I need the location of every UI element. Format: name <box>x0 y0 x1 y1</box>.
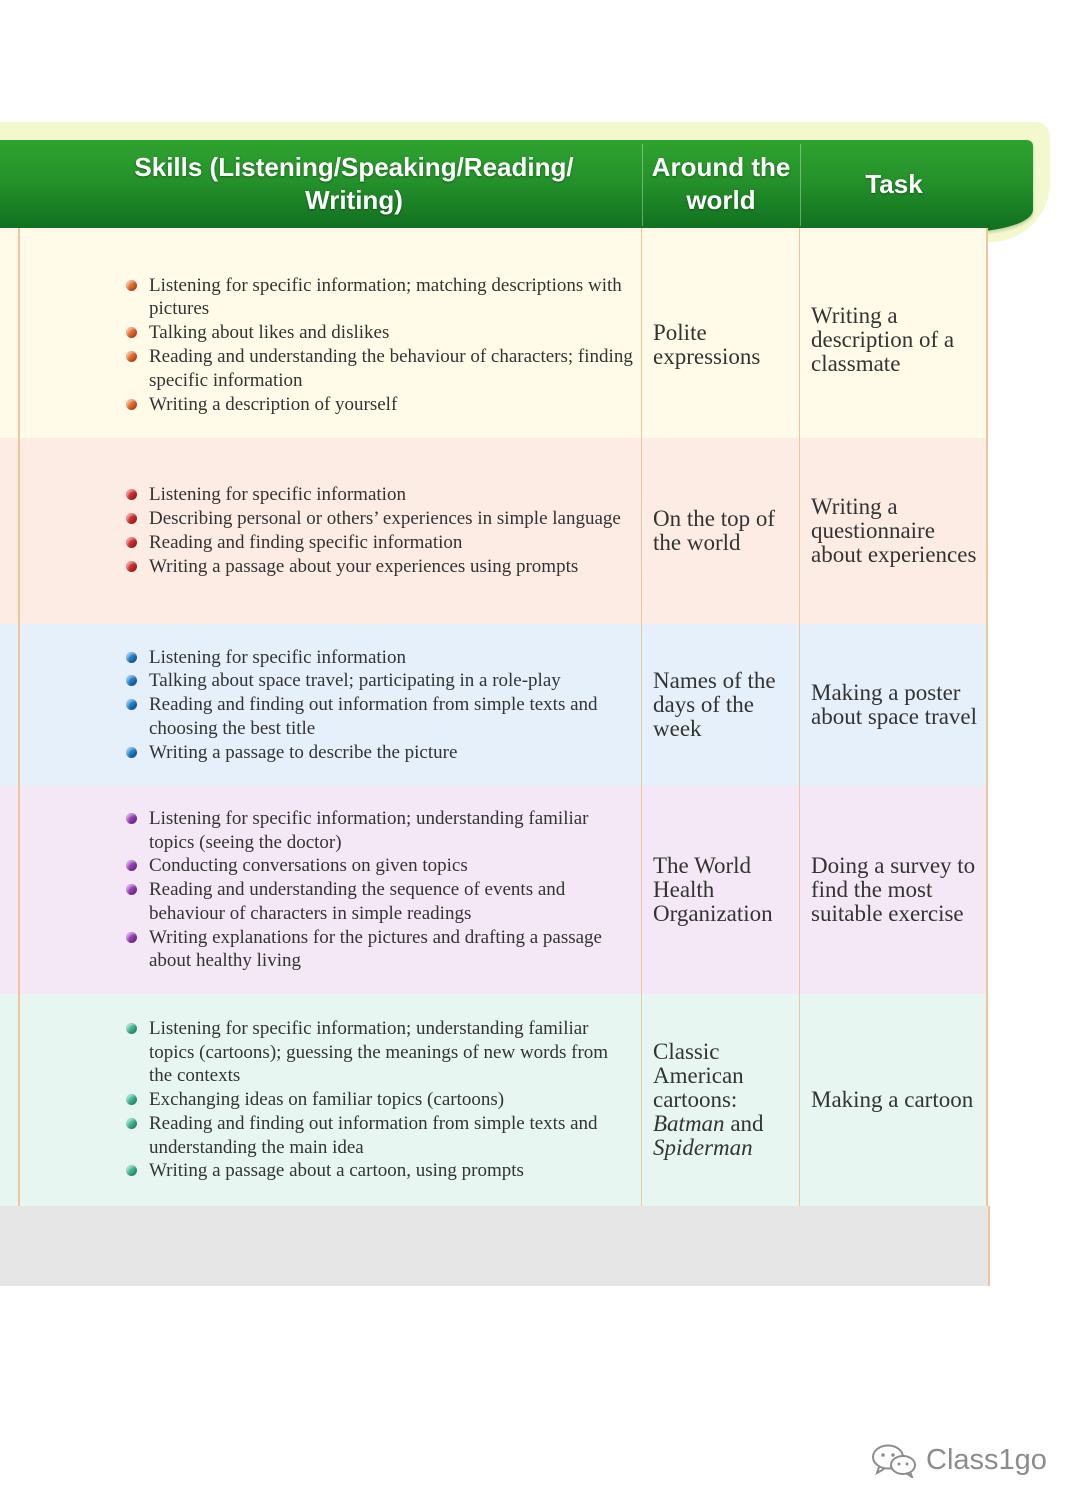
around-the-world-cell <box>642 624 800 786</box>
around-line: American <box>653 1063 744 1088</box>
skill-item <box>124 926 633 974</box>
row-margin <box>0 228 18 438</box>
skill-item <box>124 854 633 878</box>
around-the-world-cell <box>642 994 800 1206</box>
table-row <box>0 994 988 1206</box>
around-line: cartoons: <box>653 1087 738 1112</box>
skill-text: Writing a passage about your experiences using prompts <box>149 555 579 577</box>
table-row <box>0 228 988 438</box>
around-the-world-text: Polite expressions <box>653 320 761 369</box>
bullet-dot-icon <box>126 513 137 524</box>
task-cell <box>800 228 988 438</box>
task-text: Doing a survey to find the most suitable exercise <box>811 853 976 926</box>
bullet-dot-icon <box>126 280 137 291</box>
skill-item <box>124 1159 633 1183</box>
skill-text: Reading and understanding the sequence of events and behaviour of characters in simple readings <box>149 879 566 924</box>
watermark <box>870 1440 1047 1480</box>
skills-list <box>124 624 633 786</box>
footer-border <box>988 1206 990 1286</box>
task-text: Writing a questionnaire about experiences <box>811 494 977 567</box>
skills-cell <box>18 438 642 624</box>
skill-item <box>124 1088 633 1112</box>
task-text: Making a cartoon <box>811 1087 974 1112</box>
skill-text: Listening for specific information; understanding familiar topics (seeing the doctor) <box>149 807 589 853</box>
skills-list <box>124 786 633 994</box>
skill-item <box>124 531 633 555</box>
skill-text: Conducting conversations on given topics <box>149 855 468 877</box>
conjunction: and <box>730 1111 764 1136</box>
bullet-dot-icon <box>126 675 137 686</box>
bullet-dot-icon <box>126 399 137 410</box>
skill-text: Listening for specific information; matching descriptions with pictures <box>149 274 622 320</box>
skill-text: Describing personal or others’ experiences in simple language <box>149 508 621 530</box>
skill-text: Talking about likes and dislikes <box>149 322 390 344</box>
bullet-dot-icon <box>126 1165 137 1176</box>
skill-text: Reading and finding out information from simple texts and understanding the main idea <box>149 1112 598 1158</box>
skill-text: Listening for specific information; understanding familiar topics (cartoons); guessing the meanings of new words from the contexts <box>149 1017 609 1087</box>
skill-item <box>124 1112 633 1160</box>
bullet-dot-icon <box>126 813 137 824</box>
bullet-dot-icon <box>126 327 137 338</box>
around-line <box>653 1112 793 1136</box>
skills-cell <box>18 228 642 438</box>
task-cell <box>800 994 988 1206</box>
bullet-dot-icon <box>126 489 137 500</box>
skill-item <box>124 1017 633 1088</box>
around-line <box>653 1136 793 1160</box>
row-margin <box>0 438 18 624</box>
skill-text: Reading and finding specific information <box>149 532 463 553</box>
bullet-dot-icon <box>126 860 137 871</box>
skill-text: Writing explanations for the pictures and drafting a passage about healthy living <box>149 926 602 972</box>
task-cell <box>800 786 988 994</box>
skill-item <box>124 669 633 693</box>
skill-text: Exchanging ideas on familiar topics (cartoons) <box>149 1089 505 1111</box>
task-text: Making a poster about space travel <box>811 680 978 729</box>
skill-text: Listening for specific information <box>149 646 406 668</box>
bullet-dot-icon <box>126 537 137 548</box>
header-skills: Skills (Listening/Speaking/Reading/ Writing) <box>134 152 574 215</box>
bullet-dot-icon <box>126 1094 137 1105</box>
skill-item <box>124 878 633 926</box>
around-the-world-text: On the top of the world <box>653 506 776 555</box>
table-row <box>0 438 988 624</box>
skill-item <box>124 274 633 322</box>
row-margin <box>0 994 18 1206</box>
skill-item <box>124 345 633 393</box>
around-the-world-text <box>653 994 793 1206</box>
skills-list <box>124 228 633 438</box>
title-batman: Batman <box>653 1111 725 1136</box>
skills-cell <box>18 994 642 1206</box>
header-task: Task <box>865 168 923 199</box>
skill-text: Writing a passage to describe the picture <box>149 741 458 763</box>
skill-text: Writing a description of yourself <box>149 393 398 415</box>
bullet-dot-icon <box>126 1023 137 1034</box>
skill-item <box>124 393 633 417</box>
row-margin <box>0 786 18 994</box>
task-cell <box>800 438 988 624</box>
bullet-dot-icon <box>126 561 137 572</box>
skill-item <box>124 483 633 507</box>
task-cell <box>800 624 988 786</box>
bullet-dot-icon <box>126 747 137 758</box>
skill-text: Talking about space travel; participating in a role-play <box>149 670 561 692</box>
around-the-world-cell <box>642 438 800 624</box>
around-the-world-cell <box>642 228 800 438</box>
skill-item <box>124 741 633 765</box>
skill-item <box>124 321 633 345</box>
bullet-dot-icon <box>126 1118 137 1129</box>
bullet-dot-icon <box>126 652 137 663</box>
skill-item <box>124 507 633 531</box>
around-the-world-text: Names of the days of the week <box>653 668 776 741</box>
task-text: Writing a description of a classmate <box>811 303 955 376</box>
skill-text: Writing a passage about a cartoon, using prompts <box>149 1160 524 1182</box>
skill-text: Listening for specific information <box>149 484 406 506</box>
skill-item <box>124 646 633 670</box>
around-line: Classic <box>653 1039 720 1064</box>
skill-text: Reading and understanding the behaviour of characters; finding specific information <box>149 346 633 391</box>
title-spiderman: Spiderman <box>653 1135 753 1160</box>
skill-text: Reading and finding out information from simple texts and choosing the best title <box>149 694 598 739</box>
bullet-dot-icon <box>126 699 137 710</box>
skills-cell <box>18 786 642 994</box>
table-row <box>0 786 988 994</box>
around-the-world-text: The World Health Organization <box>653 853 773 926</box>
watermark-text: Class1go <box>926 1443 1047 1476</box>
wechat-icon <box>870 1442 918 1478</box>
skills-list <box>124 994 633 1206</box>
skills-cell <box>18 624 642 786</box>
row-margin <box>0 624 18 786</box>
header-around-the-world: Around the world <box>651 152 791 215</box>
skill-item <box>124 693 633 741</box>
bullet-dot-icon <box>126 932 137 943</box>
table-row <box>0 624 988 786</box>
skill-item <box>124 555 633 579</box>
around-the-world-cell <box>642 786 800 994</box>
bullet-dot-icon <box>126 351 137 362</box>
footer-band <box>0 1206 988 1286</box>
skills-list <box>124 438 633 624</box>
bullet-dot-icon <box>126 884 137 895</box>
skill-item <box>124 807 633 855</box>
